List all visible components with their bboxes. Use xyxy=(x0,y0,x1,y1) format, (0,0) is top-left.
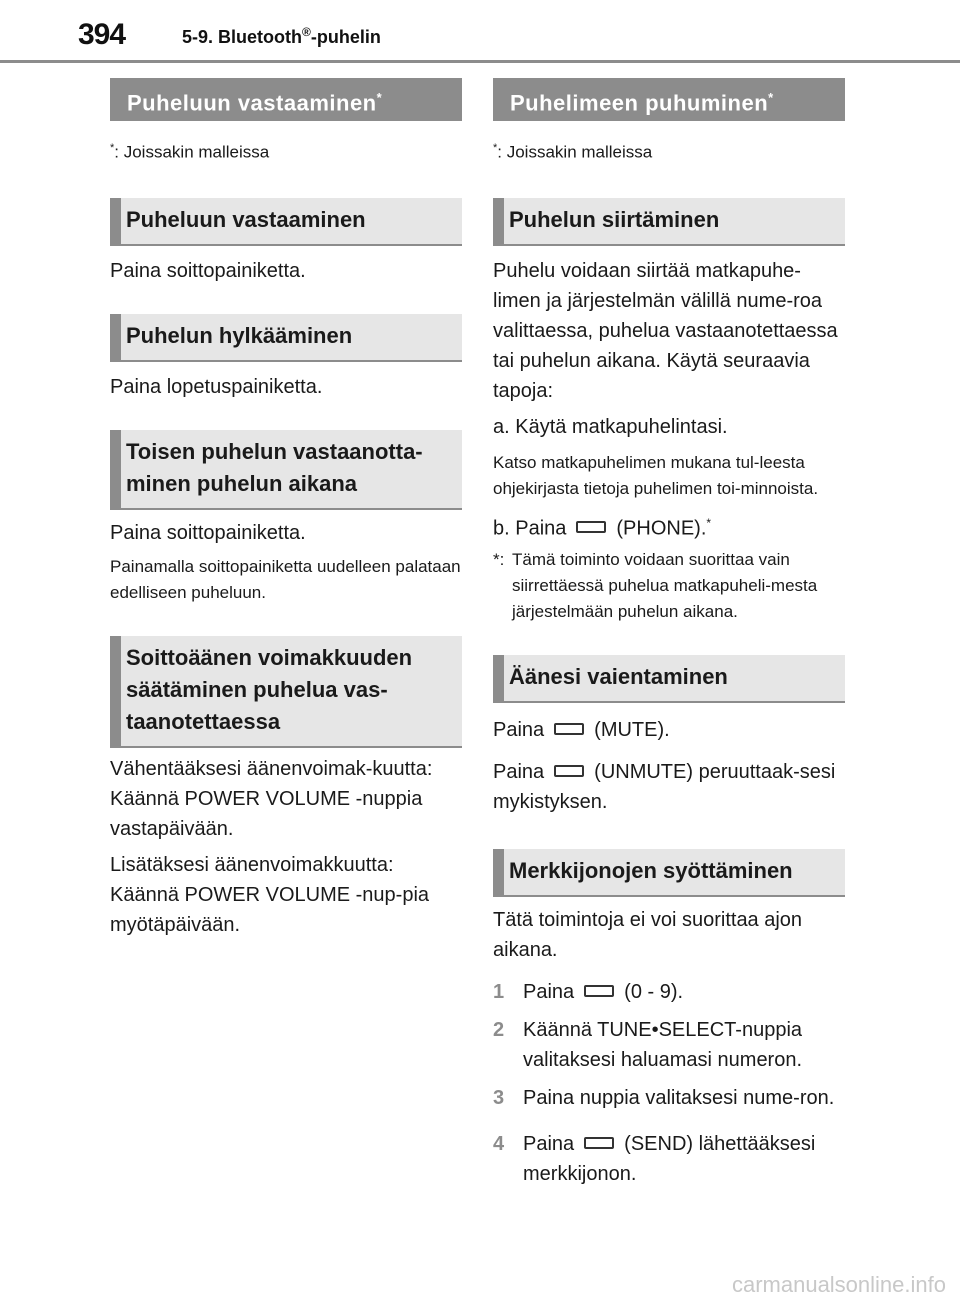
header-divider xyxy=(0,60,960,63)
subheading-second-call: Toisen puhelun vastaanotta-minen puhelun aikana xyxy=(110,430,462,510)
send-button-icon xyxy=(584,1137,614,1149)
option-a-text: a. Käytä matkapuhelintasi. xyxy=(493,415,728,438)
footnote: *: Joissakin malleissa xyxy=(110,142,270,162)
subheading-ring-volume: Soittoäänen voimakkuuden säätäminen puhelua vas-taanotettaessa xyxy=(110,636,462,748)
page-header xyxy=(0,0,960,62)
subheading-mute: Äänesi vaientaminen xyxy=(493,655,845,703)
reject-text: Paina lopetuspainiketta. xyxy=(110,375,323,398)
string-intro: Tätä toimintoja ei voi suorittaa ajon aikana. xyxy=(493,909,803,962)
transfer-text: Puhelu voidaan siirtää matkapuhe-limen ja järjestelmän välillä nume-roa valittaessa, puhelua vastaanotettaessa tai puhelun aikana. Käytä seuraavia tapoja: xyxy=(493,259,838,402)
footnote: *: Joissakin malleissa xyxy=(493,142,653,162)
subheading-transfer-call: Puhelun siirtäminen xyxy=(493,198,845,246)
step-item: 4 Paina (SEND) lähettääksesi merkkijonon. xyxy=(493,1133,816,1186)
step-item: 3 Paina nuppia valitaksesi nume-ron. xyxy=(493,1087,835,1110)
main-heading-answering: Puheluun vastaaminen* xyxy=(110,78,462,121)
unmute-text: Paina (UNMUTE) peruuttaak-sesi mykistyksen. xyxy=(493,761,836,814)
step-item: 1 Paina (0 - 9). xyxy=(493,981,684,1004)
subheading-dial-string: Merkkijonojen syöttäminen xyxy=(493,849,845,897)
second-call-note: Painamalla soittopainiketta uudelleen palataan edelliseen puheluun. xyxy=(110,556,461,602)
digit-button-icon xyxy=(584,985,614,997)
subheading-answer-call: Puheluun vastaaminen xyxy=(110,198,462,246)
volume-decrease-text: Vähentääksesi äänenvoimak-kuutta: Käännä POWER VOLUME -nuppia vastapäivään. xyxy=(110,757,433,840)
subheading-reject-call: Puhelun hylkääminen xyxy=(110,314,462,362)
option-a-note: Katso matkapuhelimen mukana tul-leesta ohjekirjasta tietoja puhelimen toi-minnoista. xyxy=(493,452,819,498)
main-heading-talking: Puhelimeen puhuminen* xyxy=(493,78,845,121)
step-item: 2 Käännä TUNE•SELECT-nuppia valitaksesi haluamasi numeron. xyxy=(493,1019,803,1072)
mute-button-icon xyxy=(554,723,584,735)
option-b-text: b. Paina (PHONE).* xyxy=(493,515,712,540)
phone-button-icon xyxy=(576,521,606,533)
left-column xyxy=(110,78,462,940)
unmute-button-icon xyxy=(554,765,584,777)
second-call-text: Paina soittopainiketta. xyxy=(110,521,306,544)
page-number: 394 xyxy=(78,18,126,51)
watermark: carmanualsonline.info xyxy=(731,1272,946,1297)
option-b-note: *: Tämä toiminto voidaan suorittaa vain siirrettäessä puhelua matkapuheli-mesta järjestelmään puhelun aikana. xyxy=(493,550,818,622)
right-column xyxy=(493,78,845,1189)
mute-text: Paina (MUTE). xyxy=(493,719,670,742)
section-title: 5-9. Bluetooth®-puhelin xyxy=(182,25,381,47)
volume-increase-text: Lisätäksesi äänenvoimakkuutta: Käännä POWER VOLUME -nup-pia myötäpäivään. xyxy=(110,853,430,936)
answer-text: Paina soittopainiketta. xyxy=(110,259,306,282)
